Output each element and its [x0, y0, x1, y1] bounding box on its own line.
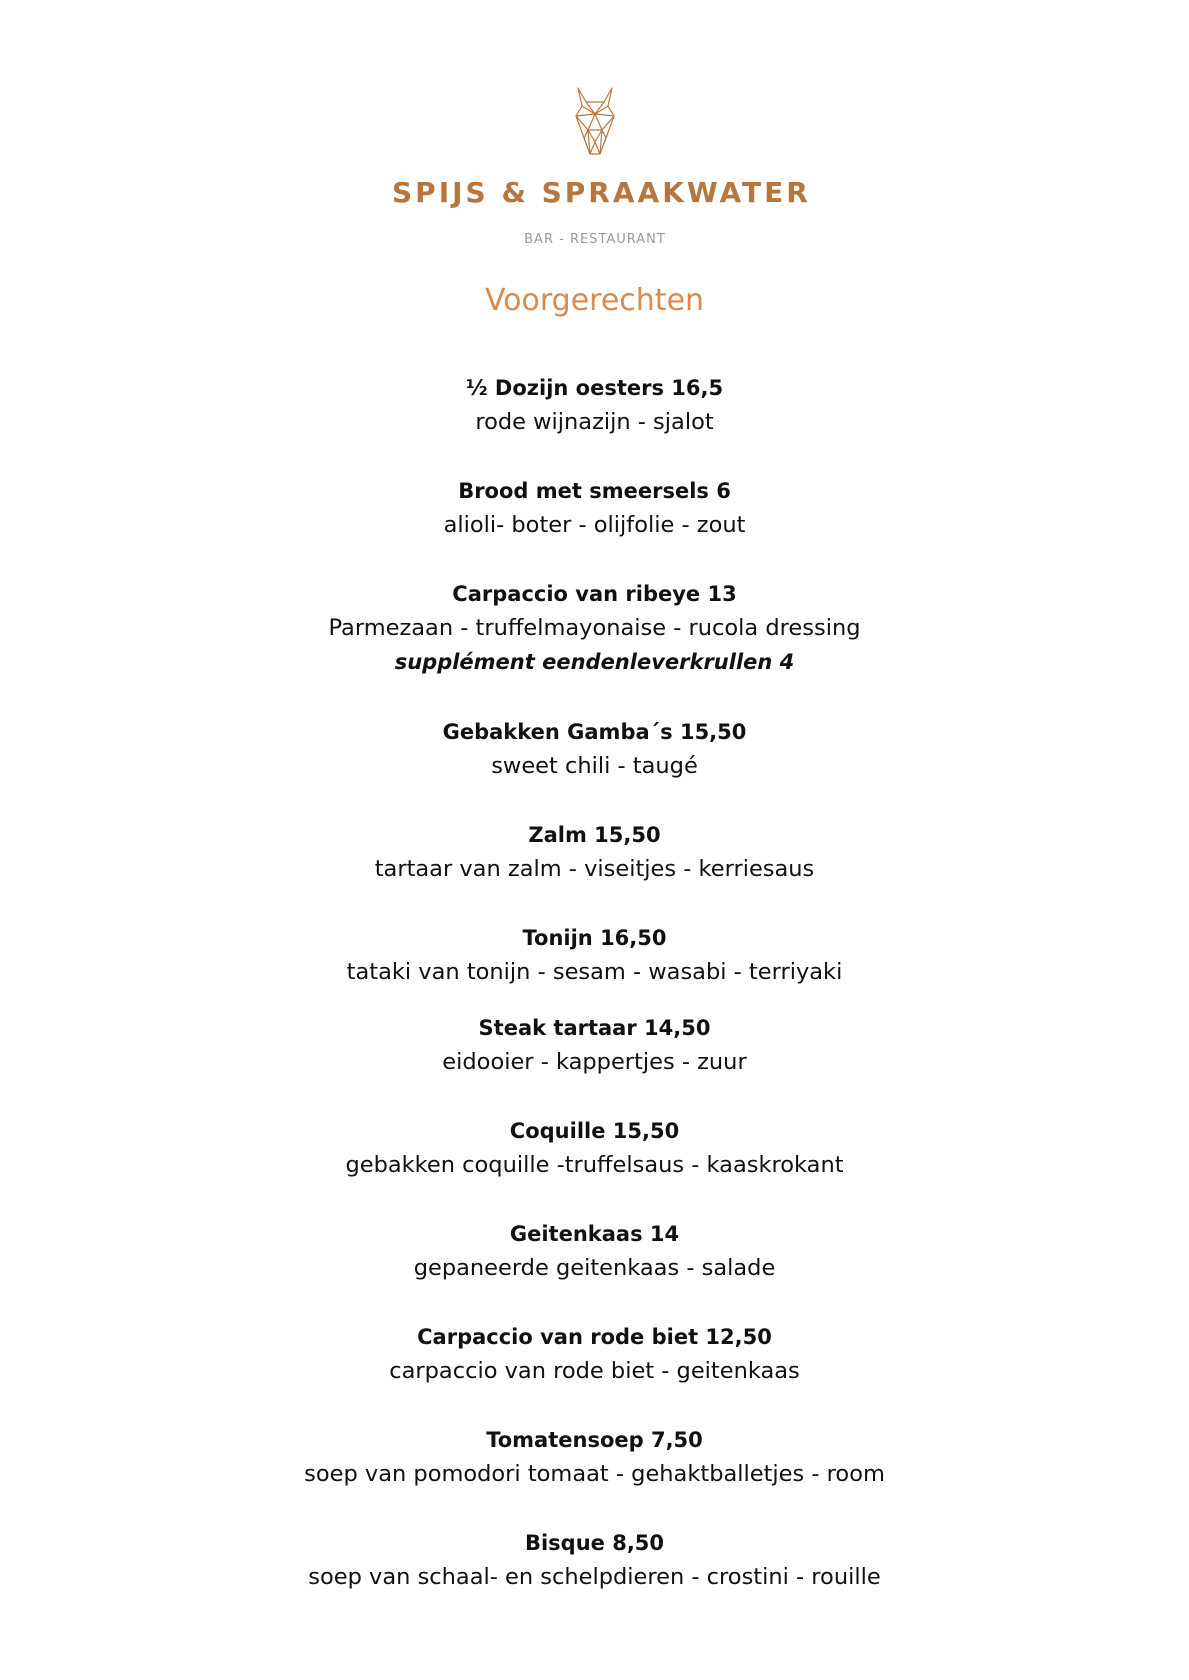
dish-description: tataki van tonijn - sesam - wasabi - terriyaki: [346, 959, 843, 985]
dish-description: Parmezaan - truffelmayonaise - rucola dressing: [328, 615, 861, 641]
menu-item: [0, 1423, 1189, 1491]
dish-name: Brood met smeersels 6: [458, 479, 731, 503]
menu-item: [0, 1320, 1189, 1388]
dish-name: Tomatensoep 7,50: [486, 1428, 703, 1452]
dish-description: eidooier - kappertjes - zuur: [442, 1049, 747, 1075]
dish-name: Geitenkaas 14: [509, 1222, 680, 1246]
dish-name: Steak tartaar 14,50: [478, 1016, 711, 1040]
menu-item: [0, 1011, 1189, 1079]
menu-item: [0, 577, 1189, 679]
menu-item: [0, 715, 1189, 783]
dish-description: alioli- boter - olijfolie - zout: [443, 512, 746, 538]
menu-item: [0, 818, 1189, 886]
dish-description: rode wijnazijn - sjalot: [475, 409, 714, 435]
dish-description: gebakken coquille -truffelsaus - kaaskrokant: [345, 1152, 844, 1178]
menu-item: [0, 1526, 1189, 1594]
dish-name: Tonijn 16,50: [522, 926, 667, 950]
dish-name: ½ Dozijn oesters 16,5: [465, 376, 724, 400]
menu-item: [0, 921, 1189, 989]
dish-name: Bisque 8,50: [524, 1531, 665, 1555]
brand-name: SPIJS & SPRAAKWATER: [392, 176, 811, 209]
dish-name: Zalm 15,50: [528, 823, 661, 847]
menu-item: [0, 1217, 1189, 1285]
menu-item: [0, 1114, 1189, 1182]
dish-name: Gebakken Gamba´s 15,50: [442, 720, 747, 744]
dish-name: Carpaccio van ribeye 13: [452, 582, 737, 606]
dish-name: Carpaccio van rode biet 12,50: [417, 1325, 772, 1349]
dish-description: soep van pomodori tomaat - gehaktballetjes - room: [304, 1461, 885, 1487]
menu-item: [0, 371, 1189, 439]
brand-subtitle: BAR - RESTAURANT: [524, 232, 666, 247]
dish-description: soep van schaal- en schelpdieren - crostini - rouille: [308, 1564, 881, 1590]
menu-item: [0, 474, 1189, 542]
brand-logo: [392, 86, 811, 250]
dish-description: gepaneerde geitenkaas - salade: [413, 1255, 776, 1281]
geometric-horse-head-icon: [570, 86, 620, 158]
dish-name: Coquille 15,50: [509, 1119, 680, 1143]
section-title: Voorgerechten: [484, 283, 705, 318]
dish-description: carpaccio van rode biet - geitenkaas: [389, 1358, 800, 1384]
dish-description: tartaar van zalm - viseitjes - kerriesaus: [374, 856, 815, 882]
dish-supplement: supplément eendenleverkrullen 4: [394, 650, 795, 674]
dish-description: sweet chili - taugé: [491, 753, 698, 779]
